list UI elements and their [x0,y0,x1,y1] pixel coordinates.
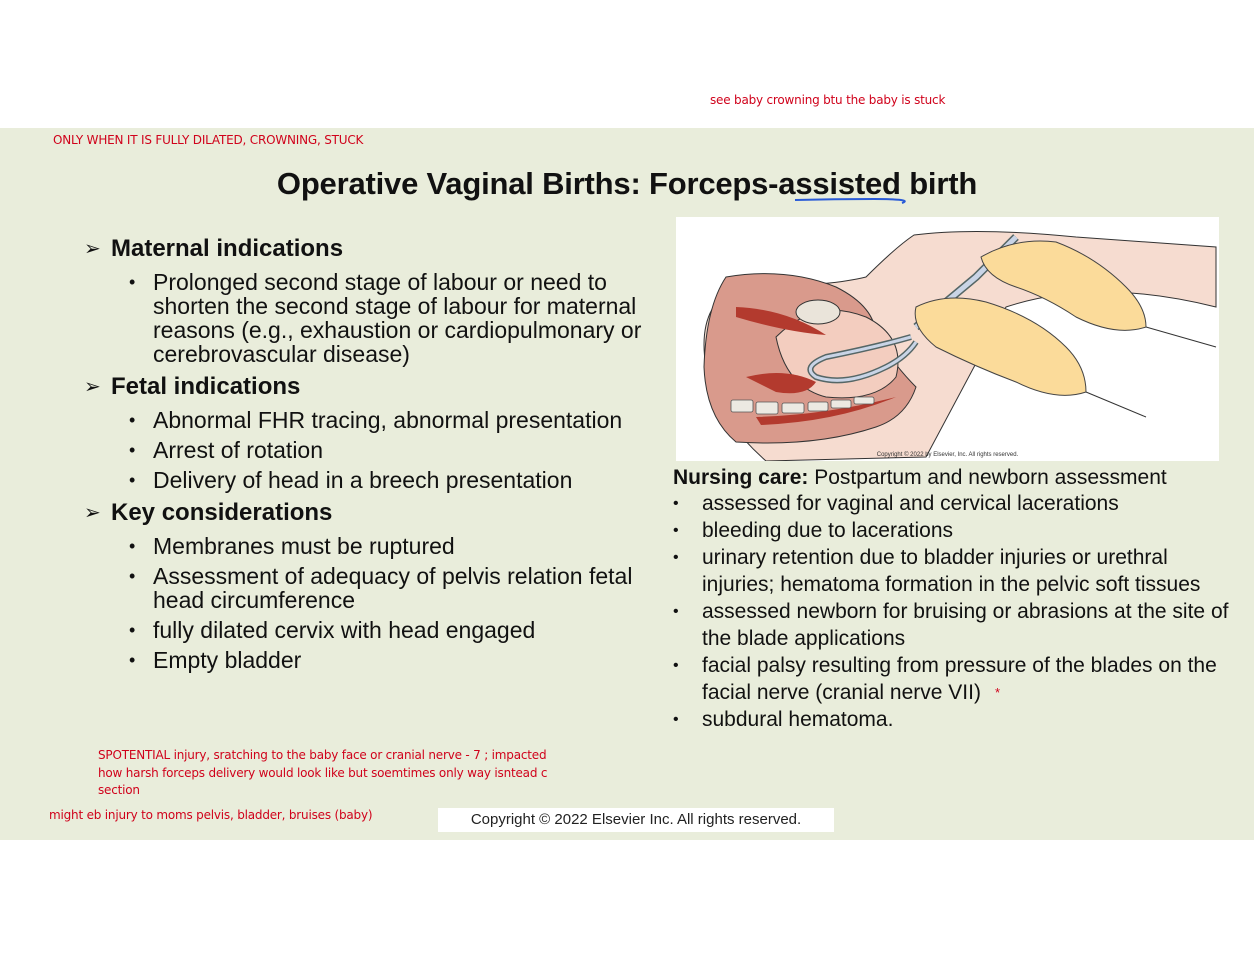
bullet-icon: • [129,566,136,586]
list-item: • subdural hematoma. [673,708,894,731]
arrow-bullet-icon: ➢ [84,376,101,398]
list-item: • Assessment of adequacy of pelvis relation fetal head circumference [129,563,633,613]
annotation-top-note: see baby crowning btu the baby is stuck [710,93,946,107]
section-heading: Maternal indications [111,235,344,262]
indications-list [84,232,644,672]
list-item: • urinary retention due to bladder injuries or urethral injuries; hematoma formation in the pelvic soft tissues [673,546,1201,596]
bullet-icon: • [673,711,679,728]
forceps-birth-illustration-icon [676,217,1219,461]
list-item: • assessed newborn for bruising or abrasions at the site of the blade applications [673,600,1229,650]
section-maternal [84,234,644,366]
bullet-icon: • [673,549,679,566]
list-item: • Prolonged second stage of labour or need to shorten the second stage of labour for maternal reasons (e.g., exhaustion or cardiopulmonary or cerebrovascular disease) [129,269,642,367]
list-item: • bleeding due to lacerations [673,519,954,542]
slide-title: Operative Vaginal Births: Forceps-assisted birth [276,166,978,201]
bullet-icon: • [129,536,136,556]
nursing-care-heading: Nursing care: Postpartum and newborn assessment [673,466,1167,489]
forceps-illustration [676,217,1219,461]
annotation-bottom-note-3: section [98,783,140,797]
section-fetal [84,372,644,492]
nursing-care-list [673,465,1233,733]
bullet-icon: • [129,410,136,430]
bullet-icon: • [129,272,136,292]
bullet-icon: • [673,495,679,512]
list-item: • fully dilated cervix with head engaged [129,617,536,643]
bullet-icon: • [673,522,679,539]
list-item: • Membranes must be ruptured [129,533,455,559]
bullet-icon: • [129,470,136,490]
annotation-bottom-note-4: might eb injury to moms pelvis, bladder, bruises (baby) [49,808,373,822]
list-item: • Arrest of rotation [129,437,324,463]
copyright-notice: Copyright © 2022 Elsevier Inc. All rights reserved. [438,808,834,832]
annotation-bottom-note-1: SPOTENTIAL injury, sratching to the baby face or cranial nerve - 7 ; impacted [98,748,547,762]
bullet-icon: • [673,657,679,674]
section-key-considerations [84,498,644,672]
list-item: • Empty bladder [129,647,302,673]
bullet-icon: • [129,650,136,670]
bullet-icon: • [673,603,679,620]
list-item: • Abnormal FHR tracing, abnormal presentation [129,407,623,433]
arrow-bullet-icon: ➢ [84,502,101,524]
list-item: • Delivery of head in a breech presentation [129,467,573,493]
bullet-icon: • [129,440,136,460]
list-item: • assessed for vaginal and cervical lacerations [673,492,1119,515]
list-item: • facial palsy resulting from pressure of the blades on the facial nerve (cranial nerve VII) * [673,654,1217,704]
section-heading: Fetal indications [111,373,301,400]
figure-caption: Copyright © 2022 by Elsevier, Inc. All rights reserved. [876,452,1019,458]
arrow-bullet-icon: ➢ [84,238,101,260]
annotation-slide-top-note: ONLY WHEN IT IS FULLY DILATED, CROWNING, STUCK [53,133,364,147]
annotation-bottom-note-2: how harsh forceps delivery would look like but soemtimes only way isntead c [98,766,548,780]
spellcheck-underline-icon [794,196,906,206]
annotation-asterisk: * [994,685,1001,700]
section-heading: Key considerations [111,499,333,526]
bullet-icon: • [129,620,136,640]
